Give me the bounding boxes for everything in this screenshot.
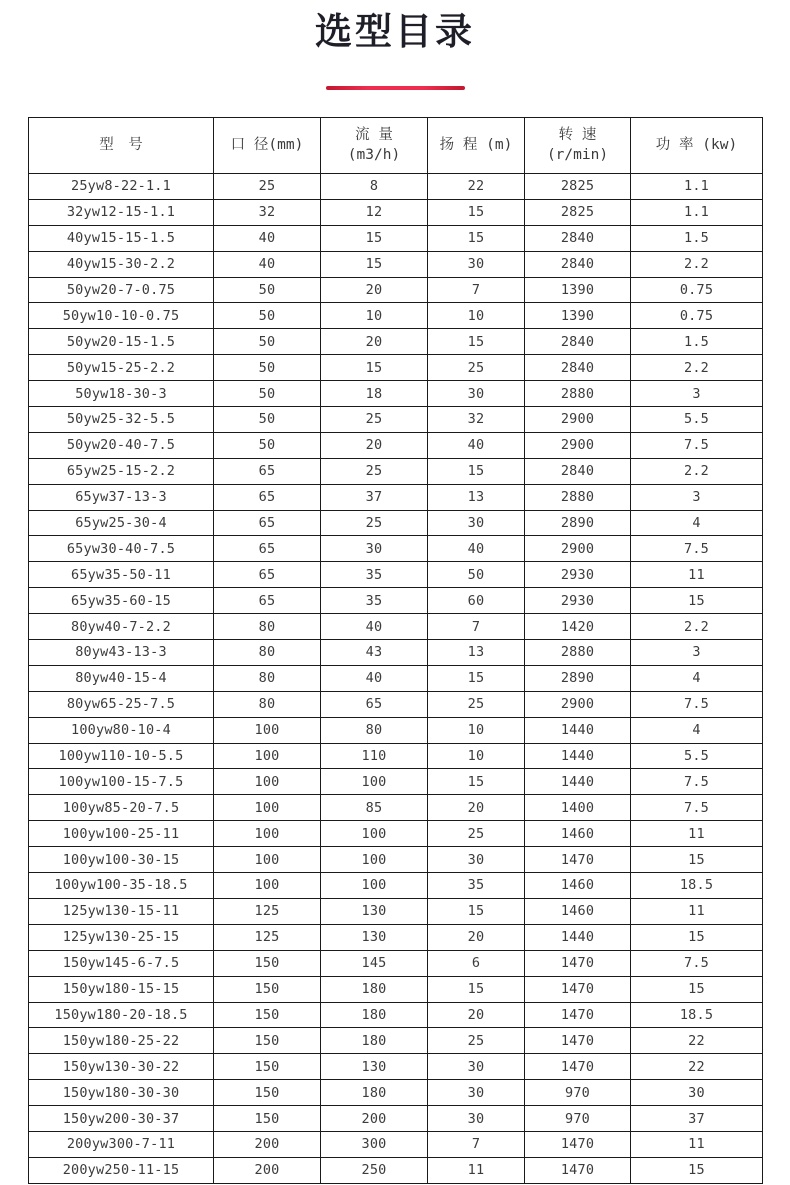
cell-speed: 2900 bbox=[525, 432, 631, 458]
cell-model: 100yw100-30-15 bbox=[29, 847, 214, 873]
cell-power: 11 bbox=[631, 562, 763, 588]
col-header-diameter: 口 径(mm) bbox=[214, 118, 321, 174]
cell-power: 4 bbox=[631, 665, 763, 691]
cell-diameter: 50 bbox=[214, 303, 321, 329]
cell-power: 7.5 bbox=[631, 691, 763, 717]
cell-power: 1.1 bbox=[631, 199, 763, 225]
table-row bbox=[29, 769, 763, 795]
cell-speed: 2840 bbox=[525, 458, 631, 484]
cell-model: 65yw25-30-4 bbox=[29, 510, 214, 536]
cell-diameter: 100 bbox=[214, 821, 321, 847]
cell-flow: 145 bbox=[321, 950, 428, 976]
cell-diameter: 100 bbox=[214, 717, 321, 743]
cell-model: 100yw85-20-7.5 bbox=[29, 795, 214, 821]
cell-head: 25 bbox=[428, 355, 525, 381]
cell-speed: 1440 bbox=[525, 769, 631, 795]
cell-flow: 40 bbox=[321, 614, 428, 640]
cell-flow: 110 bbox=[321, 743, 428, 769]
cell-flow: 25 bbox=[321, 458, 428, 484]
page-header bbox=[0, 0, 790, 94]
cell-flow: 100 bbox=[321, 873, 428, 899]
cell-flow: 35 bbox=[321, 588, 428, 614]
cell-power: 15 bbox=[631, 1157, 763, 1183]
cell-diameter: 50 bbox=[214, 277, 321, 303]
cell-diameter: 100 bbox=[214, 743, 321, 769]
cell-flow: 15 bbox=[321, 251, 428, 277]
cell-speed: 1400 bbox=[525, 795, 631, 821]
cell-speed: 1460 bbox=[525, 821, 631, 847]
table-row bbox=[29, 251, 763, 277]
cell-flow: 12 bbox=[321, 199, 428, 225]
cell-diameter: 50 bbox=[214, 407, 321, 433]
cell-flow: 40 bbox=[321, 665, 428, 691]
cell-speed: 1470 bbox=[525, 1157, 631, 1183]
cell-speed: 1470 bbox=[525, 1054, 631, 1080]
cell-model: 50yw20-15-1.5 bbox=[29, 329, 214, 355]
cell-flow: 25 bbox=[321, 510, 428, 536]
cell-power: 18.5 bbox=[631, 1002, 763, 1028]
cell-power: 15 bbox=[631, 588, 763, 614]
table-row bbox=[29, 1002, 763, 1028]
cell-diameter: 50 bbox=[214, 432, 321, 458]
cell-head: 15 bbox=[428, 458, 525, 484]
cell-model: 40yw15-15-1.5 bbox=[29, 225, 214, 251]
cell-power: 4 bbox=[631, 510, 763, 536]
cell-head: 40 bbox=[428, 432, 525, 458]
cell-power: 3 bbox=[631, 484, 763, 510]
cell-flow: 100 bbox=[321, 769, 428, 795]
cell-model: 65yw30-40-7.5 bbox=[29, 536, 214, 562]
cell-model: 150yw145-6-7.5 bbox=[29, 950, 214, 976]
cell-model: 150yw180-15-15 bbox=[29, 976, 214, 1002]
cell-model: 65yw35-50-11 bbox=[29, 562, 214, 588]
cell-diameter: 40 bbox=[214, 251, 321, 277]
cell-power: 7.5 bbox=[631, 432, 763, 458]
cell-head: 15 bbox=[428, 976, 525, 1002]
cell-head: 15 bbox=[428, 769, 525, 795]
cell-model: 50yw20-7-0.75 bbox=[29, 277, 214, 303]
table-row bbox=[29, 1028, 763, 1054]
cell-head: 30 bbox=[428, 510, 525, 536]
cell-power: 5.5 bbox=[631, 407, 763, 433]
table-row bbox=[29, 614, 763, 640]
cell-diameter: 65 bbox=[214, 484, 321, 510]
cell-flow: 130 bbox=[321, 1054, 428, 1080]
cell-power: 11 bbox=[631, 821, 763, 847]
cell-head: 60 bbox=[428, 588, 525, 614]
cell-diameter: 200 bbox=[214, 1131, 321, 1157]
cell-diameter: 65 bbox=[214, 458, 321, 484]
cell-power: 37 bbox=[631, 1106, 763, 1132]
cell-flow: 180 bbox=[321, 976, 428, 1002]
cell-speed: 2890 bbox=[525, 665, 631, 691]
table-row bbox=[29, 510, 763, 536]
cell-diameter: 125 bbox=[214, 924, 321, 950]
cell-head: 13 bbox=[428, 640, 525, 666]
cell-speed: 1470 bbox=[525, 1002, 631, 1028]
table-row bbox=[29, 355, 763, 381]
cell-flow: 200 bbox=[321, 1106, 428, 1132]
cell-diameter: 150 bbox=[214, 976, 321, 1002]
cell-power: 4 bbox=[631, 717, 763, 743]
cell-head: 35 bbox=[428, 873, 525, 899]
table-row bbox=[29, 950, 763, 976]
cell-power: 2.2 bbox=[631, 251, 763, 277]
cell-head: 7 bbox=[428, 614, 525, 640]
table-row bbox=[29, 1131, 763, 1157]
cell-diameter: 150 bbox=[214, 950, 321, 976]
cell-speed: 970 bbox=[525, 1106, 631, 1132]
cell-power: 0.75 bbox=[631, 277, 763, 303]
cell-head: 10 bbox=[428, 303, 525, 329]
cell-speed: 1440 bbox=[525, 924, 631, 950]
cell-head: 25 bbox=[428, 691, 525, 717]
cell-flow: 85 bbox=[321, 795, 428, 821]
cell-speed: 2930 bbox=[525, 588, 631, 614]
cell-power: 22 bbox=[631, 1028, 763, 1054]
cell-power: 2.2 bbox=[631, 458, 763, 484]
cell-speed: 2825 bbox=[525, 174, 631, 200]
cell-speed: 1420 bbox=[525, 614, 631, 640]
cell-diameter: 50 bbox=[214, 355, 321, 381]
cell-model: 65yw35-60-15 bbox=[29, 588, 214, 614]
cell-power: 3 bbox=[631, 381, 763, 407]
cell-head: 15 bbox=[428, 329, 525, 355]
cell-power: 7.5 bbox=[631, 536, 763, 562]
cell-flow: 15 bbox=[321, 225, 428, 251]
cell-flow: 18 bbox=[321, 381, 428, 407]
cell-head: 40 bbox=[428, 536, 525, 562]
cell-flow: 80 bbox=[321, 717, 428, 743]
cell-speed: 1460 bbox=[525, 873, 631, 899]
cell-power: 1.5 bbox=[631, 329, 763, 355]
cell-head: 30 bbox=[428, 251, 525, 277]
cell-head: 30 bbox=[428, 1054, 525, 1080]
cell-head: 25 bbox=[428, 1028, 525, 1054]
cell-flow: 30 bbox=[321, 536, 428, 562]
table-row bbox=[29, 432, 763, 458]
table-row bbox=[29, 924, 763, 950]
cell-speed: 2890 bbox=[525, 510, 631, 536]
cell-speed: 1470 bbox=[525, 1028, 631, 1054]
cell-speed: 2930 bbox=[525, 562, 631, 588]
table-row bbox=[29, 691, 763, 717]
cell-diameter: 80 bbox=[214, 691, 321, 717]
cell-power: 0.75 bbox=[631, 303, 763, 329]
cell-model: 125yw130-25-15 bbox=[29, 924, 214, 950]
cell-model: 150yw180-20-18.5 bbox=[29, 1002, 214, 1028]
cell-diameter: 100 bbox=[214, 847, 321, 873]
table-row bbox=[29, 795, 763, 821]
cell-flow: 37 bbox=[321, 484, 428, 510]
table-body bbox=[29, 174, 763, 1184]
cell-flow: 180 bbox=[321, 1002, 428, 1028]
cell-speed: 1470 bbox=[525, 1131, 631, 1157]
cell-flow: 300 bbox=[321, 1131, 428, 1157]
col-header-speed: 转 速 (r/min) bbox=[525, 118, 631, 174]
table-row bbox=[29, 1157, 763, 1183]
cell-diameter: 125 bbox=[214, 898, 321, 924]
cell-head: 25 bbox=[428, 821, 525, 847]
cell-diameter: 200 bbox=[214, 1157, 321, 1183]
cell-flow: 8 bbox=[321, 174, 428, 200]
col-header-flow: 流 量 (m3/h) bbox=[321, 118, 428, 174]
cell-speed: 2840 bbox=[525, 251, 631, 277]
cell-head: 15 bbox=[428, 898, 525, 924]
cell-model: 65yw37-13-3 bbox=[29, 484, 214, 510]
page-title: 选型目录 bbox=[315, 10, 475, 53]
cell-speed: 2900 bbox=[525, 536, 631, 562]
cell-speed: 2840 bbox=[525, 355, 631, 381]
cell-head: 13 bbox=[428, 484, 525, 510]
cell-power: 7.5 bbox=[631, 950, 763, 976]
cell-power: 2.2 bbox=[631, 355, 763, 381]
cell-flow: 15 bbox=[321, 355, 428, 381]
cell-flow: 180 bbox=[321, 1080, 428, 1106]
cell-diameter: 25 bbox=[214, 174, 321, 200]
table-row bbox=[29, 873, 763, 899]
cell-power: 1.5 bbox=[631, 225, 763, 251]
cell-model: 100yw100-15-7.5 bbox=[29, 769, 214, 795]
cell-head: 10 bbox=[428, 717, 525, 743]
table-row bbox=[29, 381, 763, 407]
table-row bbox=[29, 1106, 763, 1132]
cell-model: 80yw40-7-2.2 bbox=[29, 614, 214, 640]
cell-flow: 25 bbox=[321, 407, 428, 433]
table-row bbox=[29, 898, 763, 924]
cell-flow: 35 bbox=[321, 562, 428, 588]
cell-speed: 2840 bbox=[525, 329, 631, 355]
cell-model: 100yw100-35-18.5 bbox=[29, 873, 214, 899]
cell-power: 1.1 bbox=[631, 174, 763, 200]
cell-power: 15 bbox=[631, 847, 763, 873]
cell-power: 11 bbox=[631, 1131, 763, 1157]
table-row bbox=[29, 588, 763, 614]
cell-diameter: 50 bbox=[214, 329, 321, 355]
cell-diameter: 100 bbox=[214, 873, 321, 899]
cell-power: 3 bbox=[631, 640, 763, 666]
cell-diameter: 150 bbox=[214, 1028, 321, 1054]
table-row bbox=[29, 821, 763, 847]
cell-flow: 180 bbox=[321, 1028, 428, 1054]
cell-diameter: 50 bbox=[214, 381, 321, 407]
cell-flow: 130 bbox=[321, 898, 428, 924]
table-row bbox=[29, 329, 763, 355]
cell-model: 125yw130-15-11 bbox=[29, 898, 214, 924]
cell-model: 100yw100-25-11 bbox=[29, 821, 214, 847]
cell-head: 30 bbox=[428, 847, 525, 873]
cell-diameter: 100 bbox=[214, 795, 321, 821]
cell-head: 7 bbox=[428, 1131, 525, 1157]
cell-flow: 20 bbox=[321, 329, 428, 355]
cell-diameter: 65 bbox=[214, 588, 321, 614]
table-row bbox=[29, 199, 763, 225]
table-row bbox=[29, 407, 763, 433]
table-row bbox=[29, 174, 763, 200]
cell-head: 15 bbox=[428, 225, 525, 251]
cell-diameter: 80 bbox=[214, 614, 321, 640]
col-header-model: 型 号 bbox=[29, 118, 214, 174]
cell-speed: 2880 bbox=[525, 381, 631, 407]
cell-head: 20 bbox=[428, 795, 525, 821]
cell-model: 200yw300-7-11 bbox=[29, 1131, 214, 1157]
cell-diameter: 65 bbox=[214, 510, 321, 536]
table-header-row bbox=[29, 118, 763, 174]
cell-head: 20 bbox=[428, 924, 525, 950]
table-row bbox=[29, 1080, 763, 1106]
cell-diameter: 40 bbox=[214, 225, 321, 251]
cell-head: 30 bbox=[428, 1106, 525, 1132]
cell-speed: 1470 bbox=[525, 950, 631, 976]
cell-model: 50yw20-40-7.5 bbox=[29, 432, 214, 458]
cell-power: 22 bbox=[631, 1054, 763, 1080]
table-row bbox=[29, 536, 763, 562]
cell-head: 10 bbox=[428, 743, 525, 769]
cell-speed: 1470 bbox=[525, 976, 631, 1002]
cell-flow: 250 bbox=[321, 1157, 428, 1183]
cell-speed: 970 bbox=[525, 1080, 631, 1106]
cell-flow: 130 bbox=[321, 924, 428, 950]
table-row bbox=[29, 640, 763, 666]
cell-speed: 1390 bbox=[525, 277, 631, 303]
cell-model: 100yw80-10-4 bbox=[29, 717, 214, 743]
cell-speed: 1440 bbox=[525, 743, 631, 769]
cell-head: 30 bbox=[428, 1080, 525, 1106]
col-header-head: 扬 程 (m) bbox=[428, 118, 525, 174]
cell-model: 100yw110-10-5.5 bbox=[29, 743, 214, 769]
table-row bbox=[29, 847, 763, 873]
cell-head: 15 bbox=[428, 665, 525, 691]
cell-model: 50yw10-10-0.75 bbox=[29, 303, 214, 329]
cell-diameter: 150 bbox=[214, 1002, 321, 1028]
cell-power: 5.5 bbox=[631, 743, 763, 769]
table-row bbox=[29, 225, 763, 251]
table-row bbox=[29, 1054, 763, 1080]
table-row bbox=[29, 277, 763, 303]
cell-model: 50yw15-25-2.2 bbox=[29, 355, 214, 381]
table-row bbox=[29, 976, 763, 1002]
cell-power: 2.2 bbox=[631, 614, 763, 640]
cell-speed: 2880 bbox=[525, 484, 631, 510]
pump-selection-table bbox=[28, 117, 763, 1184]
cell-speed: 2880 bbox=[525, 640, 631, 666]
cell-diameter: 150 bbox=[214, 1054, 321, 1080]
table-row bbox=[29, 484, 763, 510]
cell-head: 32 bbox=[428, 407, 525, 433]
cell-model: 50yw18-30-3 bbox=[29, 381, 214, 407]
cell-model: 25yw8-22-1.1 bbox=[29, 174, 214, 200]
table-row bbox=[29, 665, 763, 691]
cell-flow: 65 bbox=[321, 691, 428, 717]
cell-power: 15 bbox=[631, 924, 763, 950]
cell-diameter: 150 bbox=[214, 1080, 321, 1106]
cell-power: 15 bbox=[631, 976, 763, 1002]
table-row bbox=[29, 562, 763, 588]
cell-power: 18.5 bbox=[631, 873, 763, 899]
cell-speed: 2825 bbox=[525, 199, 631, 225]
cell-diameter: 100 bbox=[214, 769, 321, 795]
cell-head: 11 bbox=[428, 1157, 525, 1183]
cell-head: 22 bbox=[428, 174, 525, 200]
cell-model: 150yw180-25-22 bbox=[29, 1028, 214, 1054]
cell-model: 80yw43-13-3 bbox=[29, 640, 214, 666]
cell-flow: 20 bbox=[321, 432, 428, 458]
cell-model: 32yw12-15-1.1 bbox=[29, 199, 214, 225]
cell-flow: 20 bbox=[321, 277, 428, 303]
table-header bbox=[29, 118, 763, 174]
cell-diameter: 80 bbox=[214, 665, 321, 691]
cell-diameter: 32 bbox=[214, 199, 321, 225]
cell-power: 30 bbox=[631, 1080, 763, 1106]
cell-flow: 10 bbox=[321, 303, 428, 329]
table-row bbox=[29, 743, 763, 769]
cell-flow: 100 bbox=[321, 821, 428, 847]
cell-model: 150yw200-30-37 bbox=[29, 1106, 214, 1132]
cell-model: 80yw65-25-7.5 bbox=[29, 691, 214, 717]
cell-speed: 1470 bbox=[525, 847, 631, 873]
cell-model: 50yw25-32-5.5 bbox=[29, 407, 214, 433]
cell-power: 11 bbox=[631, 898, 763, 924]
title-underline bbox=[326, 86, 465, 90]
cell-speed: 1440 bbox=[525, 717, 631, 743]
cell-power: 7.5 bbox=[631, 769, 763, 795]
cell-flow: 43 bbox=[321, 640, 428, 666]
table-row bbox=[29, 717, 763, 743]
cell-power: 7.5 bbox=[631, 795, 763, 821]
table-row bbox=[29, 303, 763, 329]
cell-model: 200yw250-11-15 bbox=[29, 1157, 214, 1183]
cell-speed: 1390 bbox=[525, 303, 631, 329]
cell-head: 15 bbox=[428, 199, 525, 225]
cell-head: 7 bbox=[428, 277, 525, 303]
cell-flow: 100 bbox=[321, 847, 428, 873]
cell-diameter: 80 bbox=[214, 640, 321, 666]
cell-speed: 1460 bbox=[525, 898, 631, 924]
cell-head: 20 bbox=[428, 1002, 525, 1028]
col-header-power: 功 率 (kw) bbox=[631, 118, 763, 174]
cell-speed: 2900 bbox=[525, 691, 631, 717]
cell-diameter: 150 bbox=[214, 1106, 321, 1132]
cell-diameter: 65 bbox=[214, 536, 321, 562]
cell-speed: 2840 bbox=[525, 225, 631, 251]
cell-speed: 2900 bbox=[525, 407, 631, 433]
cell-model: 65yw25-15-2.2 bbox=[29, 458, 214, 484]
cell-model: 150yw180-30-30 bbox=[29, 1080, 214, 1106]
cell-head: 6 bbox=[428, 950, 525, 976]
cell-model: 40yw15-30-2.2 bbox=[29, 251, 214, 277]
table-row bbox=[29, 458, 763, 484]
cell-model: 150yw130-30-22 bbox=[29, 1054, 214, 1080]
cell-model: 80yw40-15-4 bbox=[29, 665, 214, 691]
cell-head: 30 bbox=[428, 381, 525, 407]
cell-diameter: 65 bbox=[214, 562, 321, 588]
cell-head: 50 bbox=[428, 562, 525, 588]
